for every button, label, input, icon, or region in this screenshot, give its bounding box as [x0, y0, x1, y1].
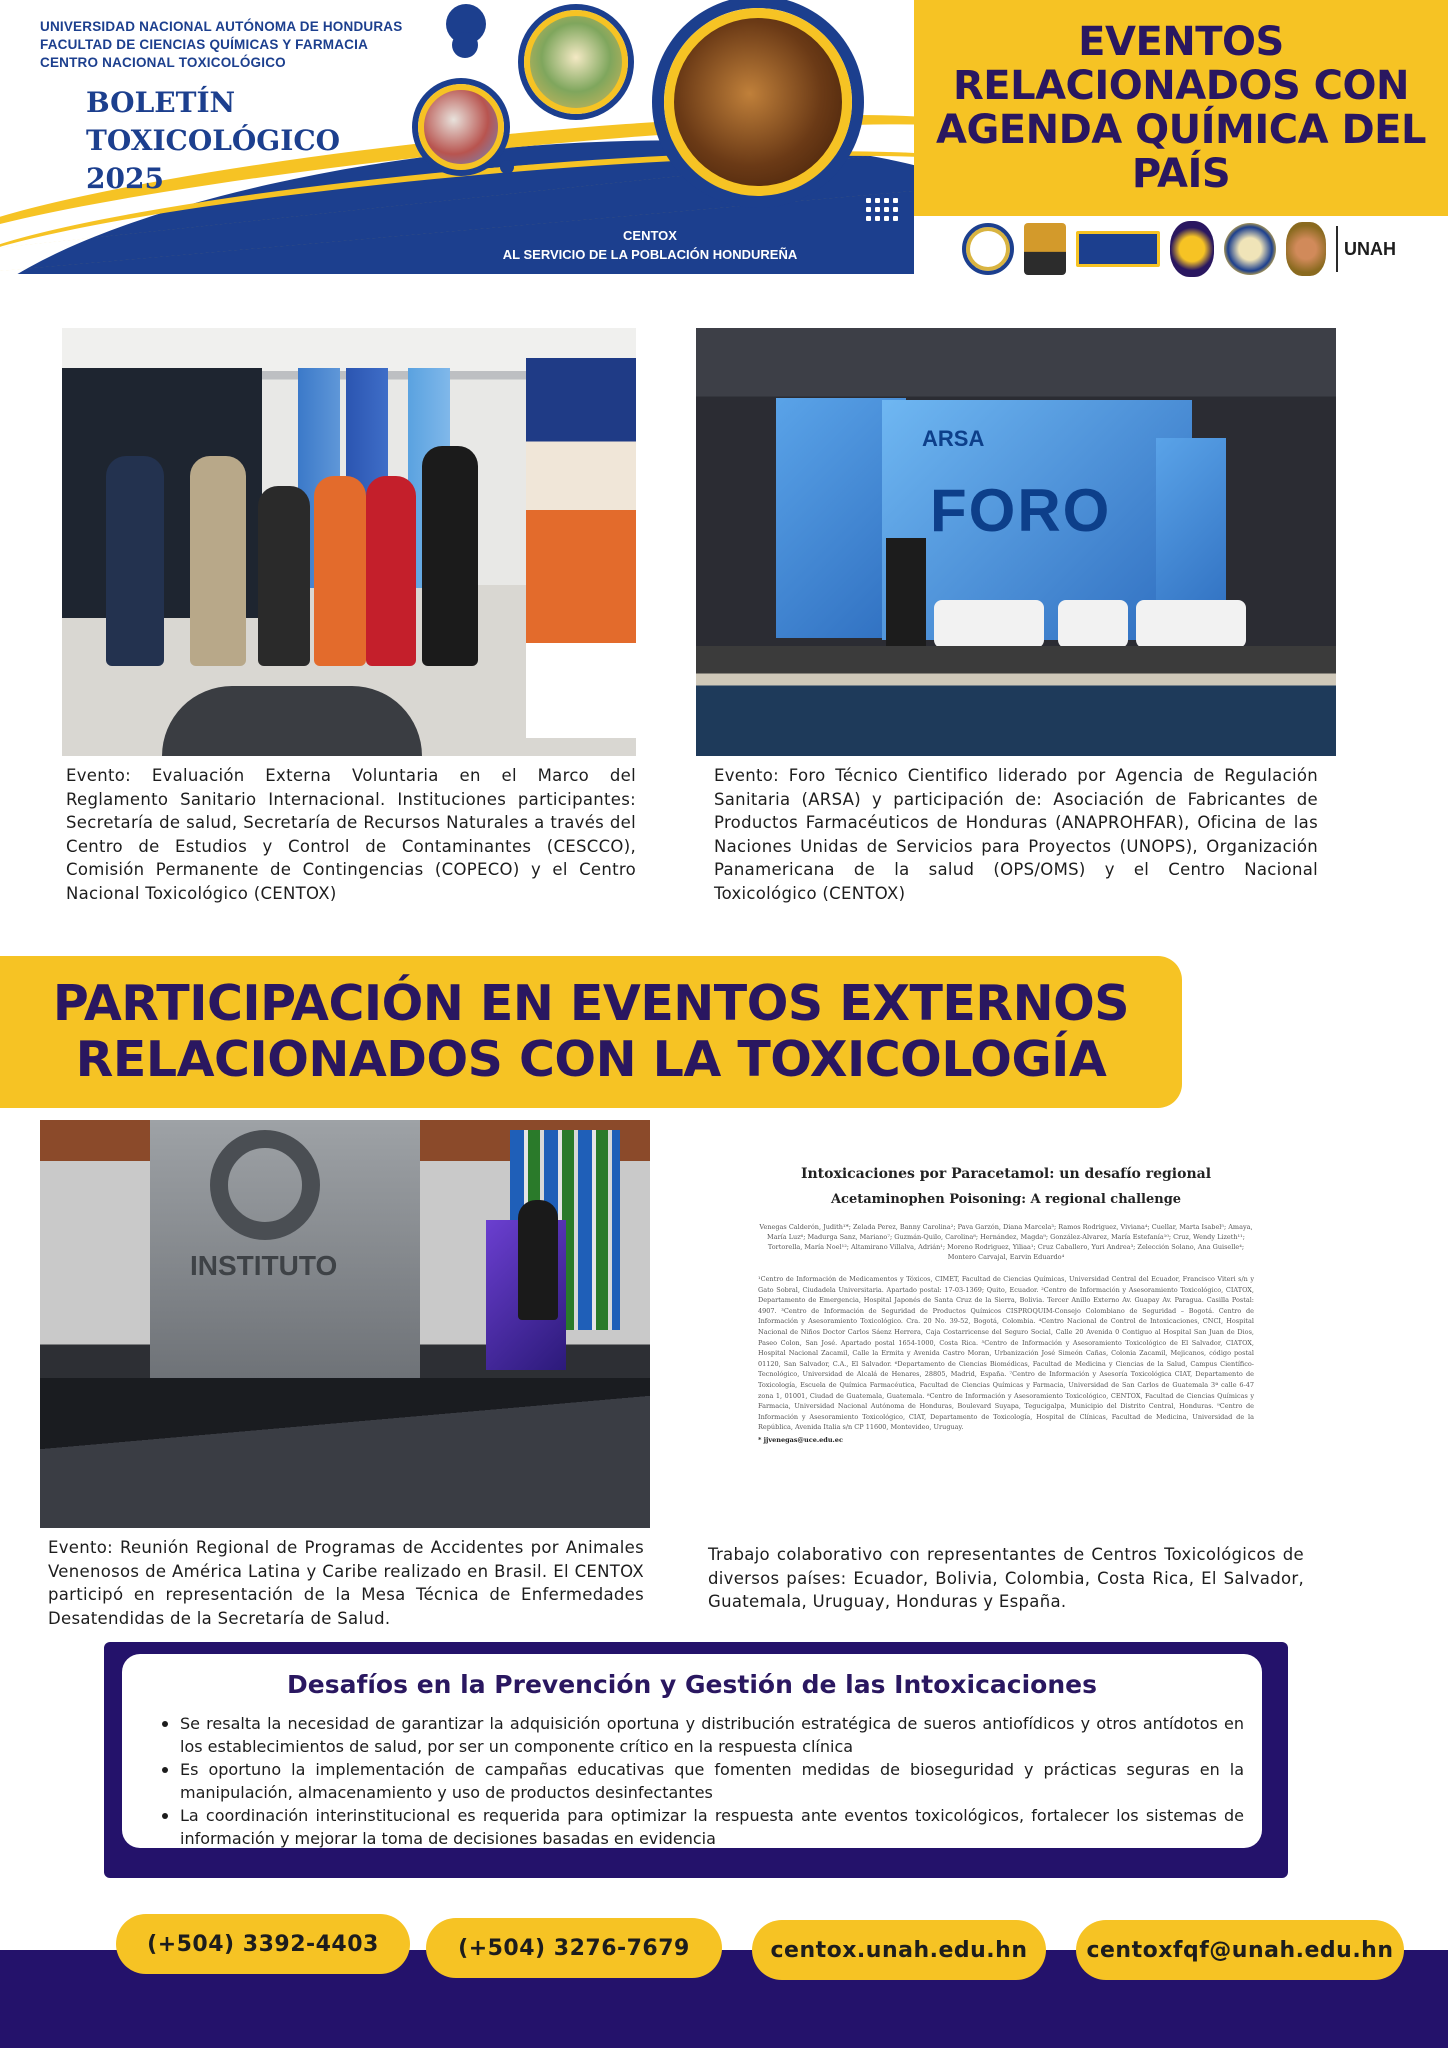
- university-seal-icon: [962, 223, 1014, 275]
- bulletin-title-line: TOXICOLÓGICO: [86, 124, 340, 157]
- centox-slogan: [460, 226, 840, 264]
- paper-email: * jjvenegas@uce.edu.ec: [758, 1435, 843, 1444]
- bullet-icon: [162, 1721, 168, 1727]
- event-caption: Evento: Reunión Regional de Programas de Accidentes por Animales Venenosos de América Latina y Caribe realizado en Brasil. El CENTOX participó en representación de la Mesa Técnica de Enfermedades Desatendidas de la Secretaría de Salud.: [48, 1538, 644, 1628]
- institution-line: CENTRO NACIONAL TOXICOLÓGICO: [40, 55, 286, 70]
- instituto-sign: INSTITUTO: [190, 1250, 338, 1281]
- challenge-item: [162, 1804, 1244, 1850]
- centox-slogan-text: AL SERVICIO DE LA POBLACIÓN HONDUREÑA: [502, 247, 798, 262]
- external-events-banner: [0, 956, 1182, 1108]
- partner-logos: [962, 222, 1396, 276]
- arsa-screen-logo: ARSA: [922, 426, 985, 451]
- centox-emblem-icon: [1286, 222, 1326, 276]
- bullet-icon: [162, 1767, 168, 1773]
- challenge-item: [162, 1712, 1244, 1758]
- regional-meeting-photo: [40, 1120, 650, 1528]
- email-link[interactable]: centoxfqf@unah.edu.hn: [1076, 1920, 1404, 1980]
- phone-contact-2[interactable]: (+504) 3276-7679: [426, 1918, 722, 1978]
- unah-logo-text: UNAH: [1344, 238, 1396, 259]
- paper-authors: Venegas Calderón, Judith¹*; Zelada Perez, Banny Carolina²; Pava Garzón, Diana Marcela³; Ramos Rodriguez, Viviana⁴; Cuellar, Marta Isabel⁵; Amaya, María Luz⁶; Madurga Sanz, Mariano⁷; Guzmán-Quilo, Carolina⁸; Hernández, Magda⁹; González-Alvarez, María Estefanía¹⁰; Cruz, Wendy Lizeth¹¹; Tortorella, María Noel¹²; Altamirano Villalva, Adrián¹; Moreno Rodriguez, Yiliaa¹; Cruz Caballero, Yuri Andrea³; Zelección Solano, Ana Guiselle⁴; Montero Carvajal, Earvin Eduardo⁴: [759, 1223, 1253, 1261]
- foro-screen-title: FORO: [930, 477, 1112, 544]
- pharmacy-seal-icon: [1224, 223, 1276, 275]
- food-photo-circle: [664, 8, 852, 196]
- challenges-title: Desafíos en la Prevención y Gestión de las Intoxicaciones: [287, 1670, 1097, 1699]
- bulletin-title-line: BOLETÍN: [86, 86, 236, 119]
- decorative-bubble: [452, 32, 478, 58]
- section-title: [53, 976, 1129, 1088]
- paper-title: Intoxicaciones por Paracetamol: un desafío regional: [800, 1166, 1212, 1182]
- evaluation-event-photo: [62, 328, 636, 756]
- website-link[interactable]: centox.unah.edu.hn: [752, 1920, 1046, 1980]
- challenge-text: La coordinación interinstitucional es requerida para optimizar la respuesta ante eventos toxicológicos, fortalecer los sistemas de información y mejorar la toma de decisiones basadas en evidencia: [180, 1806, 1244, 1848]
- section-title-line: PARTICIPACIÓN EN EVENTOS EXTERNOS: [52, 975, 1130, 1032]
- decorative-bubble: [500, 160, 514, 174]
- challenges-list: [140, 1712, 1244, 1850]
- paper-subtitle: Acetaminophen Poisoning: A regional challenge: [830, 1192, 1182, 1207]
- bulletin-title: [86, 84, 340, 198]
- challenge-text: Es oportuno la implementación de campañas educativas que fomenten medidas de bioseguridad y prácticas seguras en la manipulación, almacenamiento y uso de productos desinfectantes: [180, 1760, 1244, 1802]
- events-header: [914, 0, 1448, 274]
- event-caption: Evento: Evaluación Externa Voluntaria en el Marco del Reglamento Sanitario Internacional. Instituciones participantes: Secretaría de salud, Secretaría de Recursos Naturales a través del Centro de Estudios y Control de Contaminantes (CESCCO), Comisión Permanente de Contingencias (COPECO) y el Centro Nacional Toxicológico (CENTOX): [66, 766, 636, 903]
- challenges-box: [104, 1642, 1288, 1878]
- section-title-line: RELACIONADOS CON LA TOXICOLOGÍA: [75, 1031, 1107, 1088]
- medicine-photo-circle: [418, 84, 504, 170]
- events-title-box: [914, 0, 1448, 216]
- phone-contact-1[interactable]: (+504) 3392-4403: [116, 1914, 410, 1974]
- challenge-item: [162, 1758, 1244, 1804]
- unah-logo: [1336, 226, 1396, 272]
- ranking-badge-icon: [1024, 223, 1066, 275]
- challenges-content: [122, 1654, 1262, 1848]
- research-paper-excerpt: [752, 1152, 1260, 1524]
- collaboration-caption: Trabajo colaborativo con representantes de Centros Toxicológicos de diversos países: Ecuador, Bolivia, Colombia, Costa Rica, El Salvador, Guatemala, Uruguay, Honduras y España.: [708, 1545, 1304, 1611]
- paper-affiliations: ¹Centro de Información de Medicamentos y Tóxicos, CIMET, Facultad de Ciencias Químicas, Universidad Central del Ecuador, Francisco Viteri s/n y Gato Sobral, Ciudadela Universitaria. Apartado postal: 17-03-1369; Quito, Ecuador. ²Centro de Información y Asesoramiento Toxicológico, CIATOX, Departamento de Emergencia, Hospital Japonés de Santa Cruz de la Sierra, Bolivia. Tercer Anillo Externo Av. Guapay Av. Paragua. Casilla Postal: 4907. ³Centro de Información de Seguridad de Productos Químicos CISPROQUIM-Consejo Colombiano de Seguridad – Bogotá. Centro de Información y Asesoramiento Toxicológico. Cra. 20 No. 39-52, Bogotá, Colombia. ⁴Centro Nacional de Control de Intoxicaciones, CNCI, Hospital Nacional de Niños Doctor Carlos Sáenz Herrera, Caja Costarricense del Seguro Social, Calle 20 Avenida 0 Contiguo al Hospital San Juan de Dios, Paseo Colon, San José. Apartado postal 1654-1000, Costa Rica. ⁵Centro de Información y Asesoramiento Toxicológico de El Salvador, CIATOX, Hospital Nacional Zacamil, Calle la Ermita y Avenida Castro Moran, Urbanización José Simeón Cañas, Colonia Zacamil, Mejicanos, código postal 01120, San Salvador, C.A., El Salvador. ⁶Departamento de Ciencias Biomédicas, Facultad de Medicina y Ciencias de la Salud, Campus Científico-Tecnológico, Universidad de Alcalá de Henares, 28805, Madrid, España. ⁷Centro de Información y Asesoría Toxicológica CIAT, Departamento de Toxicología, Escuela de Química Farmacéutica, Facultad de Ciencias Químicas y Farmacia, Universidad de San Carlos de Guatemala 3ª calle 6-47 zona 1, 01001, Ciudad de Guatemala, Guatemala. ⁸Centro de Información y Asesoramiento Toxicológico, CENTOX, Facultad de Ciencias Químicas y Farmacia, Universidad Nacional Autónoma de Honduras, Boulevard Suyapa, Tegucigalpa, Municipio del Distrito Central, Honduras. ⁹Centro de Información y Asesoramiento Toxicológico, CIAT, Departamento de Toxicología, Hospital de Clínicas, Facultad de Medicina, Universidad de la República, Avenida Italia s/n CP 11600, Montevideo, Uruguay.: [758, 1275, 1254, 1432]
- institution-line: UNIVERSIDAD NACIONAL AUTÓNOMA DE HONDURAS: [40, 19, 403, 34]
- institution-names: [40, 18, 402, 72]
- bulletin-title-line: 2025: [86, 162, 164, 195]
- ranking-mundial-icon: [1076, 231, 1160, 267]
- bulletin-header-banner: [0, 0, 914, 274]
- event-caption: Evento: Foro Técnico Cientifico liderado por Agencia de Regulación Sanitaria (ARSA) y participación de: Asociación de Fabricantes de Productos Farmacéuticos de Honduras (ANAPROHFAR), Oficina de las Naciones Unidas de Servicios para Proyectos (UNOPS), Organización Panamericana de la salud (OPS/OMS) y el Centro Nacional Toxicológico (CENTOX): [714, 766, 1318, 903]
- institution-line: FACULTAD DE CIENCIAS QUÍMICAS Y FARMACIA: [40, 37, 369, 52]
- cleaning-products-photo-circle: [524, 10, 628, 114]
- centox-name: CENTOX: [623, 228, 677, 243]
- faculty-emblem-icon: [1170, 221, 1214, 277]
- dot-grid-decoration: [866, 198, 904, 221]
- arsa-forum-photo: [696, 328, 1336, 756]
- bullet-icon: [162, 1813, 168, 1819]
- events-title: EVENTOS RELACIONADOS CON AGENDA QUÍMICA DEL PAÍS: [936, 19, 1426, 197]
- challenge-text: Se resalta la necesidad de garantizar la adquisición oportuna y distribución estratégica de sueros antiofídicos y otros antídotos en los establecimientos de salud, por ser un componente crítico en la respuesta clínica: [180, 1714, 1244, 1756]
